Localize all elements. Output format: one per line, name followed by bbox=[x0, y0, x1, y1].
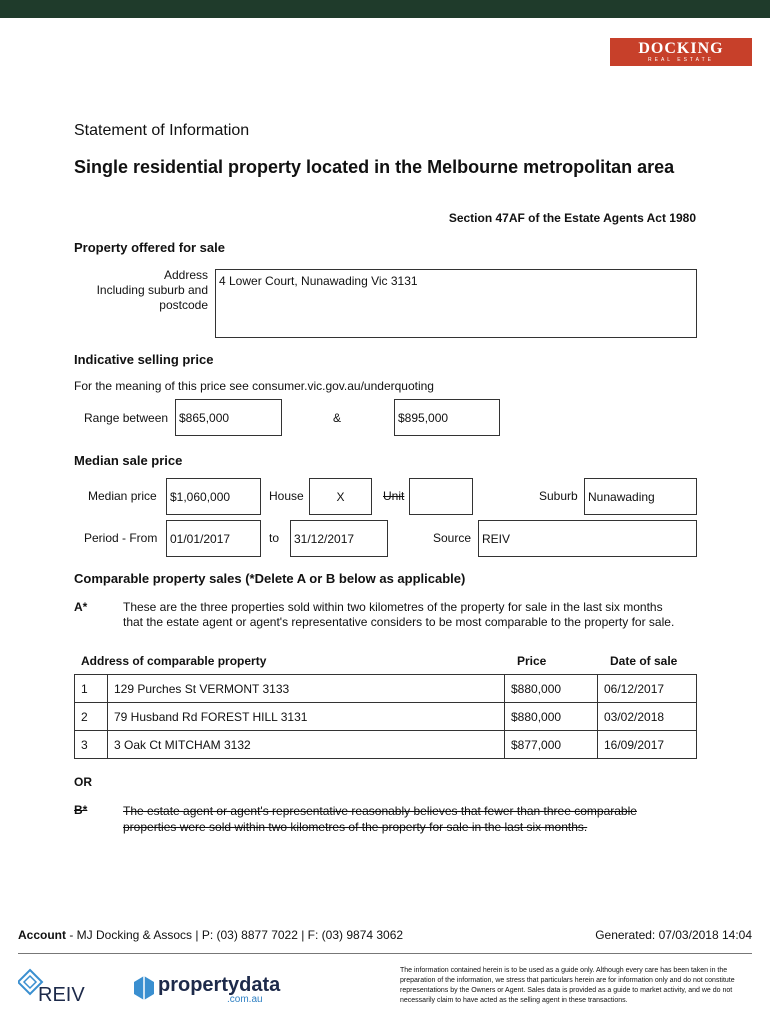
period-to-label: to bbox=[269, 531, 280, 545]
table-row bbox=[75, 703, 697, 731]
house-field[interactable]: X bbox=[309, 478, 372, 515]
option-a-label: A* bbox=[74, 600, 88, 614]
or-label: OR bbox=[74, 775, 92, 789]
address-label-line-2: Including suburb and bbox=[96, 283, 208, 297]
column-header-address: Address of comparable property bbox=[81, 654, 267, 668]
top-bar bbox=[0, 0, 770, 18]
range-ampersand: & bbox=[333, 411, 342, 425]
footer-generated: Generated: 07/03/2018 14:04 bbox=[595, 928, 752, 942]
comparable-sales-table bbox=[74, 674, 697, 759]
source-label: Source bbox=[433, 531, 472, 545]
median-price-label: Median price bbox=[88, 489, 157, 503]
source-field[interactable]: REIV bbox=[478, 520, 697, 557]
option-a-text: These are the three properties sold within two kilometres of the property for sale in the last six months that the estate agent or agent's representative considers to be most comparable to the property for sale. bbox=[123, 600, 675, 629]
row-address[interactable]: 129 Purches St VERMONT 3133 bbox=[108, 675, 505, 703]
comparable-heading: Comparable property sales (*Delete A or B below as applicable) bbox=[74, 571, 466, 586]
reiv-logo-text: REIV bbox=[38, 984, 85, 1006]
column-header-date: Date of sale bbox=[610, 654, 678, 668]
unit-field[interactable] bbox=[409, 478, 473, 515]
unit-label: Unit bbox=[383, 489, 405, 503]
logo-main-text: DOCKING bbox=[638, 40, 724, 57]
logo-sub-text: REAL ESTATE bbox=[648, 57, 714, 63]
footer-disclaimer: The information contained herein is to be used as a guide only. Although every care has been taken in the preparation of the information, we stress that particulars herein are for information only and do not constitute representations by the Owners or Agent. Sales data is provided as a guide to market activity, and we do not necessarily claim to have acted as the selling agent in these transactions. bbox=[400, 967, 735, 1004]
row-address[interactable]: 79 Husband Rd FOREST HILL 3131 bbox=[108, 703, 505, 731]
row-address[interactable]: 3 Oak Ct MITCHAM 3132 bbox=[108, 731, 505, 759]
account-text: - MJ Docking & Assocs | P: (03) 8877 7022 | F: (03) 9874 3062 bbox=[66, 928, 404, 942]
period-from-field[interactable]: 01/01/2017 bbox=[166, 520, 261, 557]
propertydata-logo-sub: .com.au bbox=[227, 994, 263, 1005]
row-price[interactable]: $880,000 bbox=[505, 675, 598, 703]
address-label-line-1: Address bbox=[163, 268, 208, 282]
range-label: Range between bbox=[84, 411, 169, 425]
range-high-field[interactable]: $895,000 bbox=[394, 399, 500, 436]
row-date[interactable]: 06/12/2017 bbox=[598, 675, 697, 703]
suburb-label: Suburb bbox=[539, 489, 578, 503]
row-date[interactable]: 16/09/2017 bbox=[598, 731, 697, 759]
document-kicker: Statement of Information bbox=[74, 122, 250, 139]
footer-divider bbox=[18, 953, 752, 954]
address-label-line-3: postcode bbox=[159, 298, 208, 312]
document-title: Single residential property located in the Melbourne metropolitan area bbox=[74, 157, 675, 177]
range-low-field[interactable]: $865,000 bbox=[175, 399, 282, 436]
option-b-label: B* bbox=[74, 803, 88, 817]
table-row bbox=[75, 675, 697, 703]
indicative-note: For the meaning of this price see consumer.vic.gov.au/underquoting bbox=[74, 379, 434, 393]
indicative-heading: Indicative selling price bbox=[74, 352, 214, 367]
propertydata-logo-icon bbox=[132, 974, 156, 1008]
period-to-field[interactable]: 31/12/2017 bbox=[290, 520, 388, 557]
propertydata-logo-text: propertydata bbox=[158, 974, 281, 996]
row-price[interactable]: $880,000 bbox=[505, 703, 598, 731]
act-reference: Section 47AF of the Estate Agents Act 1980 bbox=[448, 211, 696, 225]
period-from-label: Period - From bbox=[84, 531, 158, 545]
median-price-field[interactable]: $1,060,000 bbox=[166, 478, 261, 515]
row-number: 3 bbox=[75, 731, 108, 759]
option-b-text: The estate agent or agent's representative reasonably believes that fewer than three comparable properties were sold within two kilometres of the property for sale in the last six months. bbox=[123, 804, 637, 834]
suburb-field[interactable]: Nunawading bbox=[584, 478, 697, 515]
property-heading: Property offered for sale bbox=[74, 240, 225, 255]
docking-logo bbox=[610, 38, 752, 66]
address-field[interactable]: 4 Lower Court, Nunawading Vic 3131 bbox=[215, 269, 697, 338]
address-label bbox=[80, 268, 208, 313]
house-label: House bbox=[269, 489, 304, 503]
median-heading: Median sale price bbox=[74, 453, 183, 468]
row-number: 1 bbox=[75, 675, 108, 703]
table-row bbox=[75, 731, 697, 759]
row-number: 2 bbox=[75, 703, 108, 731]
row-date[interactable]: 03/02/2018 bbox=[598, 703, 697, 731]
column-header-price: Price bbox=[517, 654, 547, 668]
row-price[interactable]: $877,000 bbox=[505, 731, 598, 759]
account-label: Account bbox=[18, 928, 66, 942]
footer-account bbox=[18, 928, 403, 942]
